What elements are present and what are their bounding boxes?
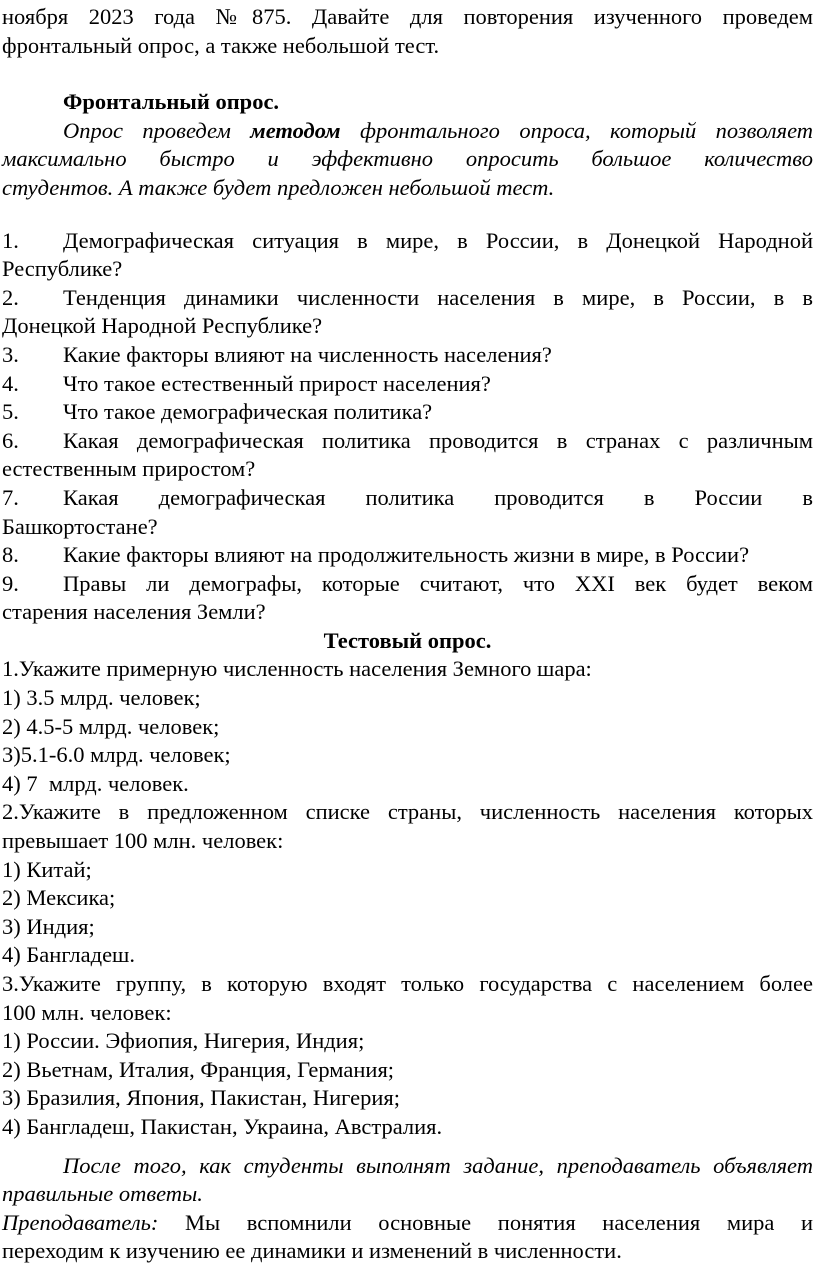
question-number: 7. xyxy=(2,484,19,510)
question-text: Тенденция динамики численности населения в мире, в России, в в xyxy=(63,284,813,310)
question-text: Какая демографическая политика проводится в странах с различным xyxy=(63,427,813,453)
text-line: естественным приростом? xyxy=(2,456,256,482)
text-line xyxy=(2,570,813,599)
test-question-3 xyxy=(2,970,813,1142)
question-number: 9. xyxy=(2,570,19,596)
text-line: ноября 2023 года №875. Давайте для повторения изученного проведем xyxy=(2,4,813,29)
question-number: 3. xyxy=(2,341,19,367)
text-line: правильные ответы. xyxy=(2,1181,203,1207)
blank-line xyxy=(2,203,813,227)
frontal-survey-description xyxy=(2,117,813,203)
text-line: Республике? xyxy=(2,256,123,282)
text-line xyxy=(2,398,813,427)
answer-option: 3) Индия; xyxy=(2,913,95,939)
question-number: 5. xyxy=(2,399,19,425)
oral-question-7 xyxy=(2,484,813,541)
text-line: 1.Укажите примерную численность населения Земного шара: xyxy=(2,656,592,682)
test-survey-heading: Тестовый опрос. xyxy=(323,627,492,653)
text-line: 3.Укажите группу, в которую входят только государства с населением более xyxy=(2,971,813,996)
teacher-paragraph xyxy=(2,1209,813,1266)
description-bold-word: методом xyxy=(250,117,341,143)
text-line xyxy=(2,370,813,399)
intro-paragraph xyxy=(2,3,813,60)
text-line xyxy=(2,117,813,146)
question-text: Какие факторы влияют на численность населения? xyxy=(63,341,552,367)
text-line: После того, как студенты выполнят задание, преподаватель объявляет xyxy=(63,1152,813,1178)
question-text: Что такое демографическая политика? xyxy=(63,399,433,425)
text-line: старения населения Земли? xyxy=(2,599,266,625)
answer-option: 2) 4.5-5 млрд. человек; xyxy=(2,713,220,739)
question-number: 4. xyxy=(2,370,19,396)
question-number: 6. xyxy=(2,427,19,453)
oral-question-3 xyxy=(2,341,813,370)
question-text: Демографическая ситуация в мире, в России, в Донецкой Народной xyxy=(63,227,813,253)
oral-question-5 xyxy=(2,398,813,427)
text-line xyxy=(2,341,813,370)
text-line: превышает 100 млн. человек: xyxy=(2,828,284,854)
text-line: 100 млн. человек: xyxy=(2,999,172,1025)
question-number: 1. xyxy=(2,227,19,253)
oral-question-4 xyxy=(2,370,813,399)
text-line: максимально быстро и эффективно опросить большое количество xyxy=(2,146,813,172)
oral-question-1 xyxy=(2,227,813,284)
closing-note xyxy=(2,1152,813,1209)
question-number: 8. xyxy=(2,542,19,568)
answer-option: 4) Бангладеш. xyxy=(2,942,136,968)
oral-question-2 xyxy=(2,284,813,341)
answer-option: 3) Бразилия, Япония, Пакистан, Нигерия; xyxy=(2,1085,400,1111)
question-number: 2. xyxy=(2,284,19,310)
text-line xyxy=(2,227,813,256)
question-text: Какие факторы влияют на продолжительность жизни в мире, в России? xyxy=(63,542,750,568)
question-text: Правы ли демографы, которые считают, что XXI век будет веком xyxy=(63,570,813,596)
text-line: фронтальный опрос, а также небольшой тест. xyxy=(2,32,440,58)
answer-option: 1) 3.5 млрд. человек; xyxy=(2,685,201,711)
text-line: Башкортостане? xyxy=(2,513,158,539)
answer-option: 4) Бангладеш, Пакистан, Украина, Австралия. xyxy=(2,1113,443,1139)
frontal-survey-heading: Фронтальный опрос. xyxy=(63,89,280,115)
answer-option: 1) Китай; xyxy=(2,856,92,882)
answer-option: 2) Вьетнам, Италия, Франция, Германия; xyxy=(2,1056,395,1082)
text-line xyxy=(2,541,813,570)
text-line: переходим к изучению ее динамики и изменений в численности. xyxy=(2,1238,622,1264)
answer-option: 1) России. Эфиопия, Нигерия, Индия; xyxy=(2,1028,365,1054)
description-text-pre: Опрос проведем xyxy=(63,117,251,143)
oral-question-8 xyxy=(2,541,813,570)
answer-option: 3)5.1-6.0 млрд. человек; xyxy=(2,742,231,768)
text-line xyxy=(2,427,813,456)
blank-line xyxy=(2,1142,813,1152)
oral-question-9 xyxy=(2,570,813,627)
blank-line xyxy=(2,60,813,88)
test-question-2 xyxy=(2,798,813,970)
question-text: Какая демографическая политика проводится в России в xyxy=(63,484,813,510)
text-line: студентов. А также будет предложен небольшой тест. xyxy=(2,174,555,200)
description-text-post: фронтального опроса, который позволяет xyxy=(340,117,814,143)
text-line: Донецкой Народной Республике? xyxy=(2,313,323,339)
oral-question-6 xyxy=(2,427,813,484)
text-line xyxy=(2,484,813,513)
teacher-text: Мы вспомнили основные понятия населения мира и xyxy=(158,1209,813,1235)
test-question-1 xyxy=(2,655,813,798)
text-line: 2.Укажите в предложенном списке страны, численность населения которых xyxy=(2,799,813,825)
text-line xyxy=(2,1209,813,1238)
question-text: Что такое естественный прирост населения? xyxy=(63,370,491,396)
text-line xyxy=(2,284,813,313)
teacher-label: Преподаватель: xyxy=(2,1209,159,1235)
answer-option: 4) 7 млрд. человек. xyxy=(2,770,189,796)
answer-option: 2) Мексика; xyxy=(2,885,116,911)
